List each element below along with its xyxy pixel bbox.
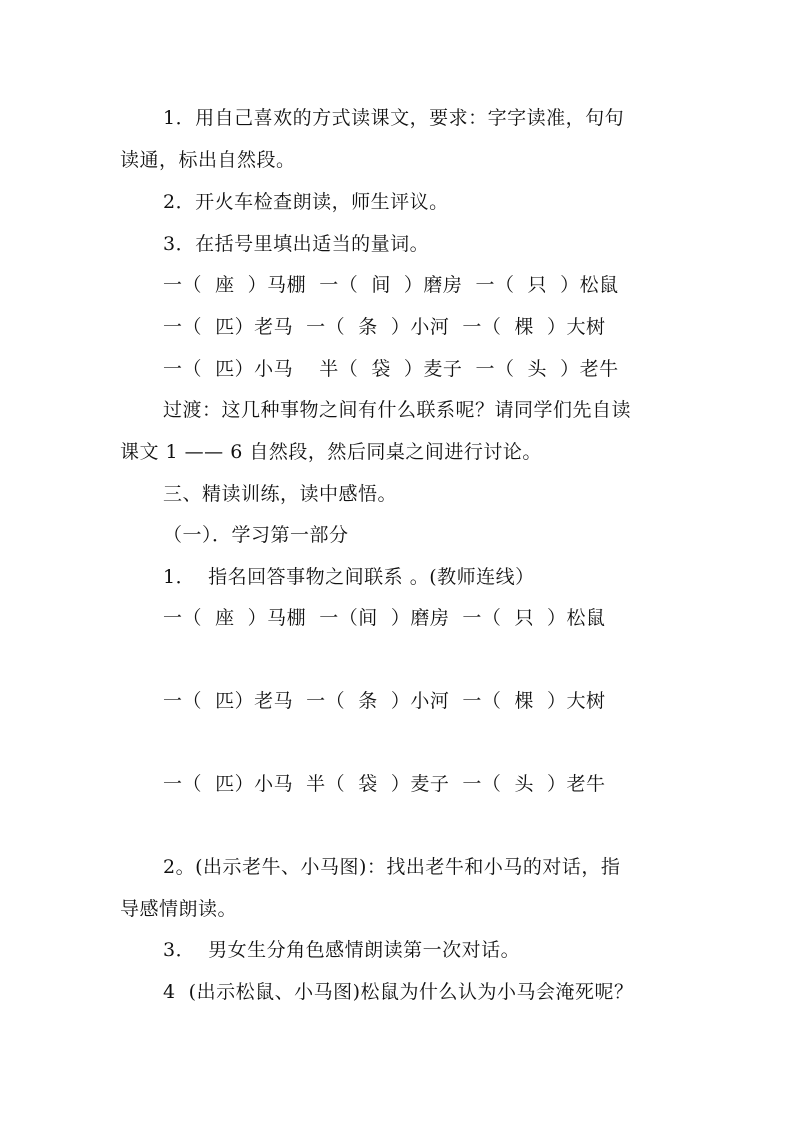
text-line: 1． 指名回答事物之间联系 。(教师连线） [163, 566, 535, 588]
text-line: 2．开火车检查朗读，师生评议。 [163, 191, 449, 213]
subsection-heading: （一）．学习第一部分 [163, 524, 349, 546]
text-line: 3． 男女生分角色感情朗读第一次对话。 [163, 939, 521, 961]
text-line: 4 (出示松鼠、小马图)松鼠为什么认为小马会淹死呢？ [163, 981, 634, 1003]
text-line: 2。(出示老牛、小马图)：找出老牛和小马的对话，指 [163, 856, 621, 878]
text-line: 1．用自己喜欢的方式读课文，要求：字字读准，句句 [163, 107, 625, 129]
text-line: 一（ 匹）老马 一（ 条 ）小河 一（ 棵 ）大树 [163, 316, 606, 338]
text-line: 一（ 匹）小马 半（ 袋 ）麦子 一（ 头 ）老牛 [163, 358, 619, 380]
text-line: 一（ 座 ）马棚 一（间 ）磨房 一（ 只 ）松鼠 [163, 607, 606, 629]
text-line: 课文 1 —— 6 自然段，然后同桌之间进行讨论。 [120, 441, 542, 463]
text-line: 读通，标出自然段。 [120, 149, 296, 171]
text-line: 3．在括号里填出适当的量词。 [163, 233, 430, 255]
text-line: 一（ 座 ）马棚 一（ 间 ）磨房 一（ 只 ）松鼠 [163, 274, 619, 296]
text-line: 一（ 匹）老马 一（ 条 ）小河 一（ 棵 ）大树 [163, 690, 606, 712]
text-line: 一（ 匹）小马 半（ 袋 ）麦子 一（ 头 ）老牛 [163, 773, 606, 795]
section-heading: 三、精读训练，读中感悟。 [163, 483, 398, 505]
text-line: 导感情朗读。 [120, 898, 238, 920]
text-line: 过渡：这几种事物之间有什么联系呢？请同学们先自读 [163, 399, 632, 421]
